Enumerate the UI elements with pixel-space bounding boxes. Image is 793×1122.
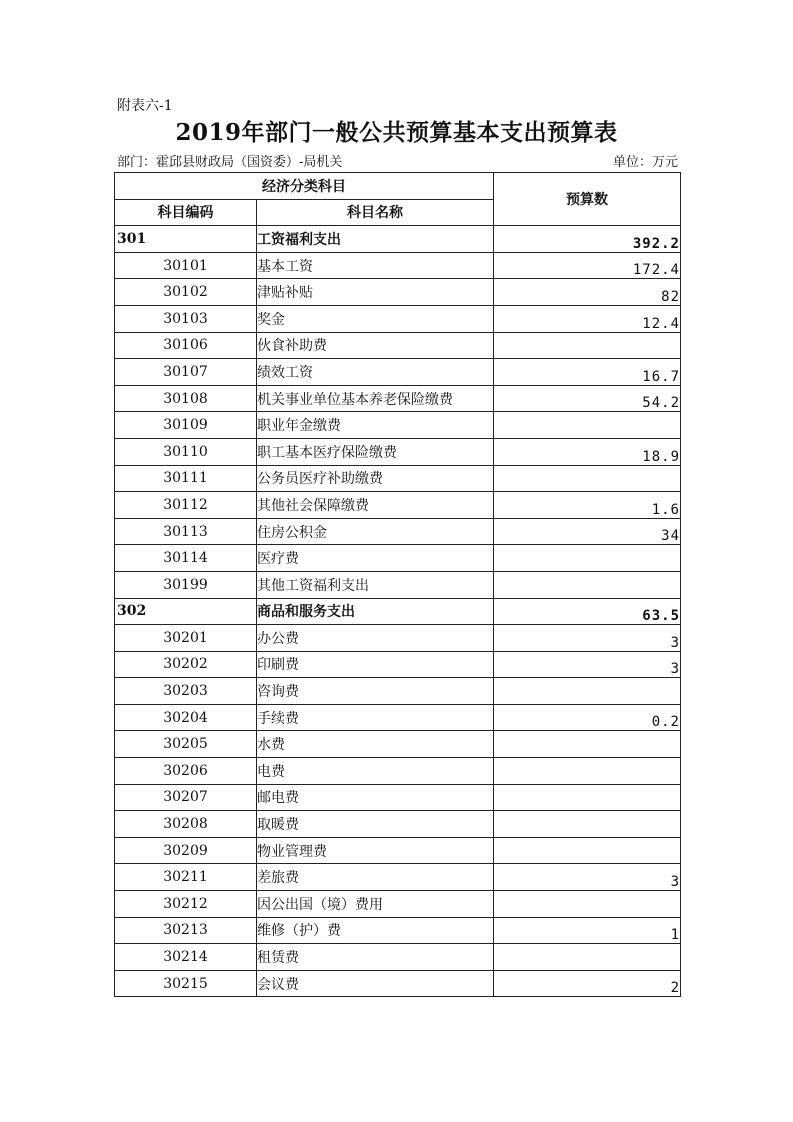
subject-code-cell: 30110 (115, 438, 257, 465)
budget-amount-cell: 392.2 (494, 226, 681, 253)
table-row (115, 917, 681, 944)
budget-amount-cell (494, 837, 681, 864)
budget-amount-cell (494, 811, 681, 838)
table-row (115, 864, 681, 891)
table-row (115, 252, 681, 279)
table-row (115, 571, 681, 598)
budget-amount-cell (494, 944, 681, 971)
subject-name-cell: 邮电费 (257, 784, 494, 811)
budget-amount-cell (494, 332, 681, 359)
table-row (115, 359, 681, 386)
budget-amount-cell (494, 784, 681, 811)
table-row (115, 412, 681, 439)
subject-code-cell: 302 (115, 598, 257, 625)
table-row (115, 518, 681, 545)
table-row (115, 438, 681, 465)
subject-code-cell: 30111 (115, 465, 257, 492)
subject-code-cell: 30202 (115, 651, 257, 678)
subject-name-cell: 物业管理费 (257, 837, 494, 864)
subject-name-cell: 租赁费 (257, 944, 494, 971)
subject-code-cell: 30209 (115, 837, 257, 864)
table-row (115, 944, 681, 971)
subject-name-cell: 医疗费 (257, 545, 494, 572)
budget-amount-cell: 16.7 (494, 359, 681, 386)
subject-name-cell: 手续费 (257, 704, 494, 731)
budget-amount-cell: 1 (494, 917, 681, 944)
subject-code-cell: 30103 (115, 305, 257, 332)
subject-name-cell: 咨询费 (257, 678, 494, 705)
subject-code-cell: 30199 (115, 571, 257, 598)
table-row (115, 758, 681, 785)
table-row (115, 279, 681, 306)
budget-amount-cell: 12.4 (494, 305, 681, 332)
unit-label: 单位：万元 (612, 155, 678, 170)
subject-name-cell: 津贴补贴 (257, 279, 494, 306)
table-row (115, 465, 681, 492)
subject-code-cell: 30203 (115, 678, 257, 705)
subject-code-cell: 30102 (115, 279, 257, 306)
subject-name-cell: 伙食补助费 (257, 332, 494, 359)
subject-name-cell: 职工基本医疗保险缴费 (257, 438, 494, 465)
subject-name-cell: 其他工资福利支出 (257, 571, 494, 598)
subject-code-cell: 30112 (115, 492, 257, 519)
page-title: 2019年部门一般公共预算基本支出预算表 (175, 119, 618, 146)
table-row (115, 811, 681, 838)
budget-table (114, 172, 681, 997)
budget-amount-cell: 54.2 (494, 385, 681, 412)
table-row (115, 625, 681, 652)
subject-name-cell: 维修（护）费 (257, 917, 494, 944)
budget-amount-cell (494, 465, 681, 492)
budget-amount-cell: 1.6 (494, 492, 681, 519)
table-row (115, 731, 681, 758)
subject-name-cell: 取暖费 (257, 811, 494, 838)
subject-code-cell: 30109 (115, 412, 257, 439)
subject-code-cell: 301 (115, 226, 257, 253)
subject-code-cell: 30208 (115, 811, 257, 838)
department-label: 部门：霍邱县财政局（国资委）-局机关 (117, 155, 343, 170)
budget-amount-cell: 2 (494, 970, 681, 997)
annex-label: 附表六-1 (117, 98, 173, 114)
subject-name-cell: 住房公积金 (257, 518, 494, 545)
subject-code-cell: 30106 (115, 332, 257, 359)
table-row (115, 678, 681, 705)
subject-code-cell: 30101 (115, 252, 257, 279)
subject-name-cell: 其他社会保障缴费 (257, 492, 494, 519)
subject-code-cell: 30215 (115, 970, 257, 997)
subject-name-cell: 公务员医疗补助缴费 (257, 465, 494, 492)
budget-amount-cell (494, 412, 681, 439)
budget-amount-cell (494, 891, 681, 918)
subject-code-cell: 30211 (115, 864, 257, 891)
budget-amount-cell: 3 (494, 625, 681, 652)
table-row (115, 837, 681, 864)
budget-amount-cell (494, 545, 681, 572)
subject-name-cell: 印刷费 (257, 651, 494, 678)
budget-amount-cell: 3 (494, 651, 681, 678)
subject-name-cell: 水费 (257, 731, 494, 758)
subject-code-cell: 30214 (115, 944, 257, 971)
subject-name-cell: 工资福利支出 (257, 226, 494, 253)
table-row (115, 970, 681, 997)
subject-code-cell: 30201 (115, 625, 257, 652)
subject-code-cell: 30213 (115, 917, 257, 944)
table-body (115, 226, 681, 997)
header-economic-classification: 经济分类科目 (115, 173, 494, 200)
category-row (115, 598, 681, 625)
category-row (115, 226, 681, 253)
budget-amount-cell (494, 758, 681, 785)
subject-name-cell: 奖金 (257, 305, 494, 332)
header-budget-amount: 预算数 (494, 173, 681, 226)
header-subject-name: 科目名称 (257, 199, 494, 226)
subject-name-cell: 会议费 (257, 970, 494, 997)
subject-code-cell: 30113 (115, 518, 257, 545)
table-row (115, 651, 681, 678)
budget-amount-cell: 3 (494, 864, 681, 891)
table-row (115, 332, 681, 359)
budget-amount-cell (494, 571, 681, 598)
subject-code-cell: 30108 (115, 385, 257, 412)
budget-amount-cell (494, 731, 681, 758)
subject-name-cell: 绩效工资 (257, 359, 494, 386)
subject-code-cell: 30205 (115, 731, 257, 758)
subject-name-cell: 职业年金缴费 (257, 412, 494, 439)
budget-amount-cell: 18.9 (494, 438, 681, 465)
budget-amount-cell: 172.4 (494, 252, 681, 279)
budget-amount-cell (494, 678, 681, 705)
budget-amount-cell: 63.5 (494, 598, 681, 625)
table-row (115, 704, 681, 731)
subject-code-cell: 30204 (115, 704, 257, 731)
subject-name-cell: 电费 (257, 758, 494, 785)
budget-amount-cell: 82 (494, 279, 681, 306)
table-row (115, 891, 681, 918)
subject-code-cell: 30207 (115, 784, 257, 811)
subject-name-cell: 机关事业单位基本养老保险缴费 (257, 385, 494, 412)
subject-name-cell: 办公费 (257, 625, 494, 652)
table-row (115, 385, 681, 412)
subject-code-cell: 30114 (115, 545, 257, 572)
table-row (115, 784, 681, 811)
header-subject-code: 科目编码 (115, 199, 257, 226)
subject-name-cell: 差旅费 (257, 864, 494, 891)
subject-name-cell: 基本工资 (257, 252, 494, 279)
subject-name-cell: 因公出国（境）费用 (257, 891, 494, 918)
table-row (115, 305, 681, 332)
budget-amount-cell: 34 (494, 518, 681, 545)
subject-code-cell: 30206 (115, 758, 257, 785)
table-row (115, 545, 681, 572)
subject-name-cell: 商品和服务支出 (257, 598, 494, 625)
subject-code-cell: 30212 (115, 891, 257, 918)
budget-amount-cell: 0.2 (494, 704, 681, 731)
subject-code-cell: 30107 (115, 359, 257, 386)
table-row (115, 492, 681, 519)
